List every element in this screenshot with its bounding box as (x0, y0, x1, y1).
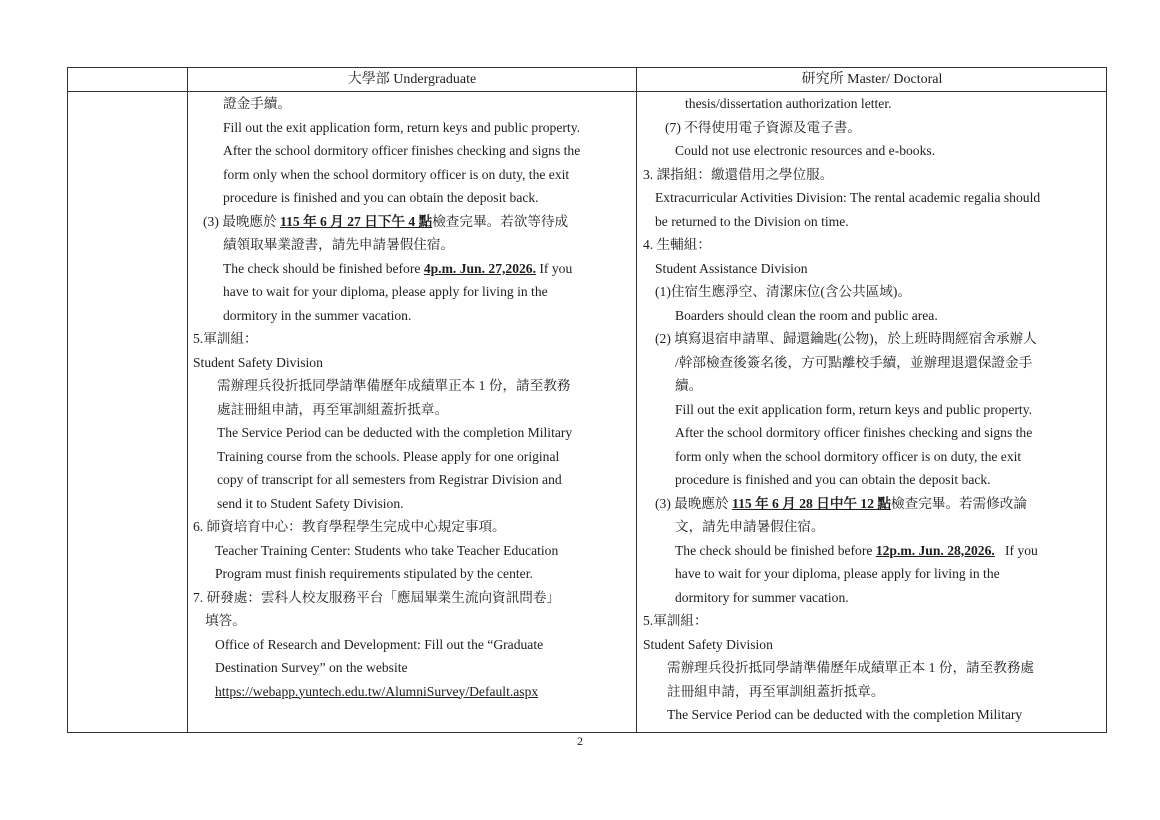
text-line: Office of Research and Development: Fill out the “Graduate (215, 636, 544, 652)
text-line: be returned to the Division on time. (655, 213, 849, 229)
text-line: copy of transcript for all semesters from Registrar Division and (217, 472, 562, 487)
text-line: form only when the school dormitory officer is on duty, the exit (675, 448, 1022, 464)
text-line: dormitory for summer vacation. (675, 589, 849, 605)
text-line: 證金手續。 (223, 96, 291, 111)
text-line: The Service Period can be deducted with the completion Military (217, 425, 573, 440)
text-line: (7) 不得使用電子資源及電子書。 (665, 119, 861, 135)
text-line: Could not use electronic resources and e-books. (675, 143, 936, 158)
section-heading: 5.軍訓組： (193, 331, 258, 346)
text-line: The Service Period can be deducted with the completion Military (667, 707, 1023, 722)
text-line: After the school dormitory officer finishes checking and signs the (223, 143, 581, 158)
section-heading: 7. 研發處：雲科人校友服務平台「應屆畢業生流向資訊問卷」 (193, 589, 561, 605)
text-line: /幹部檢查後簽名後，方可點離校手續，並辦理退還保證金手 (675, 354, 1033, 370)
text-line: 處註冊組申請，再至軍訓組蓋折抵章。 (217, 401, 449, 417)
text-line: dormitory in the summer vacation. (223, 307, 412, 323)
text-line: Student Safety Division (193, 354, 323, 370)
text-line: procedure is finished and you can obtain the deposit back. (223, 190, 539, 205)
deadline-undergraduate-en: 4p.m. Jun. 27,2026. (423, 260, 536, 276)
page-number: 2 (577, 734, 583, 748)
text-line: (3) 最晚應於 115 年 6 月 27 日下午 4 點檢查完畢。若欲等待成 (203, 213, 569, 229)
text-line: Teacher Training Center: Students who take Teacher Education (215, 542, 559, 558)
text-line: Student Safety Division (643, 636, 773, 652)
text-line: (1)住宿生應淨空、清潔床位(含公共區域)。 (655, 284, 911, 299)
text-line: form only when the school dormitory officer is on duty, the exit (223, 166, 570, 182)
text-line: send it to Student Safety Division. (217, 495, 404, 511)
text-line: 績領取畢業證書，請先申請暑假住宿。 (223, 237, 455, 252)
text-line: 填答。 (205, 613, 246, 628)
text-line: procedure is finished and you can obtain the deposit back. (675, 472, 991, 487)
deadline-graduate-en: 12p.m. Jun. 28,2026. (875, 542, 995, 558)
text-line: 續。 (675, 378, 703, 393)
text-line: Extracurricular Activities Division: The rental academic regalia should (655, 190, 1041, 205)
text-line: The check should be finished before 4p.m. Jun. 27,2026. If you (223, 260, 573, 276)
text-line: Program must finish requirements stipulated by the center. (215, 566, 533, 581)
text-line: have to wait for your diploma, please apply for living in the (675, 566, 1000, 581)
text-line: 文，請先申請暑假住宿。 (675, 519, 825, 534)
deadline-graduate: 115 年 6 月 28 日中午 12 點 (732, 495, 892, 511)
column-divider-1 (187, 68, 188, 732)
section-heading: 5.軍訓組： (643, 613, 708, 628)
text-line: After the school dormitory officer finishes checking and signs the (675, 425, 1033, 440)
alumni-survey-link[interactable]: https://webapp.yuntech.edu.tw/AlumniSurvey/Default.aspx (215, 683, 539, 699)
deadline-undergraduate: 115 年 6 月 27 日下午 4 點 (280, 213, 433, 229)
text-line: (2) 填寫退宿申請單、歸還鑰匙(公物)，於上班時間經宿舍承辦人 (655, 331, 1037, 346)
text-line: Fill out the exit application form, return keys and public property. (675, 401, 1033, 417)
text-line: Boarders should clean the room and public area. (675, 307, 938, 323)
section-heading: 4. 生輔組： (643, 237, 711, 252)
text-line: Destination Survey” on the website (215, 660, 408, 675)
header-undergraduate: 大學部 Undergraduate (347, 72, 477, 87)
column-divider-2 (636, 68, 637, 732)
text-line: (3) 最晚應於 115 年 6 月 28 日中午 12 點檢查完畢。若需修改論 (655, 495, 1027, 511)
text-line: 需辦理兵役折抵同學請準備歷年成績單正本 1 份，請至教務 (217, 378, 571, 393)
text-line: Student Assistance Division (655, 260, 808, 276)
text-line: have to wait for your diploma, please apply for living in the (223, 284, 548, 299)
text-line: 註冊組申請，再至軍訓組蓋折抵章。 (667, 683, 885, 699)
document-table (67, 67, 1107, 733)
text-line: Fill out the exit application form, return keys and public property. (223, 119, 581, 135)
text-line: Training course from the schools. Please apply for one original (217, 448, 560, 464)
header-graduate: 研究所 Master/ Doctoral (801, 72, 943, 87)
text-line: The check should be finished before 12p.m. Jun. 28,2026. If you (675, 542, 1038, 558)
section-heading: 3. 課指組：繳還借用之學位服。 (643, 166, 834, 182)
text-line: thesis/dissertation authorization letter. (685, 96, 892, 111)
undergraduate-column (193, 92, 633, 703)
section-heading: 6. 師資培育中心：教育學程學生完成中心規定事項。 (193, 519, 506, 534)
text-line: 需辦理兵役折抵同學請準備歷年成績單正本 1 份，請至教務處 (667, 660, 1035, 675)
graduate-column (643, 92, 1105, 727)
